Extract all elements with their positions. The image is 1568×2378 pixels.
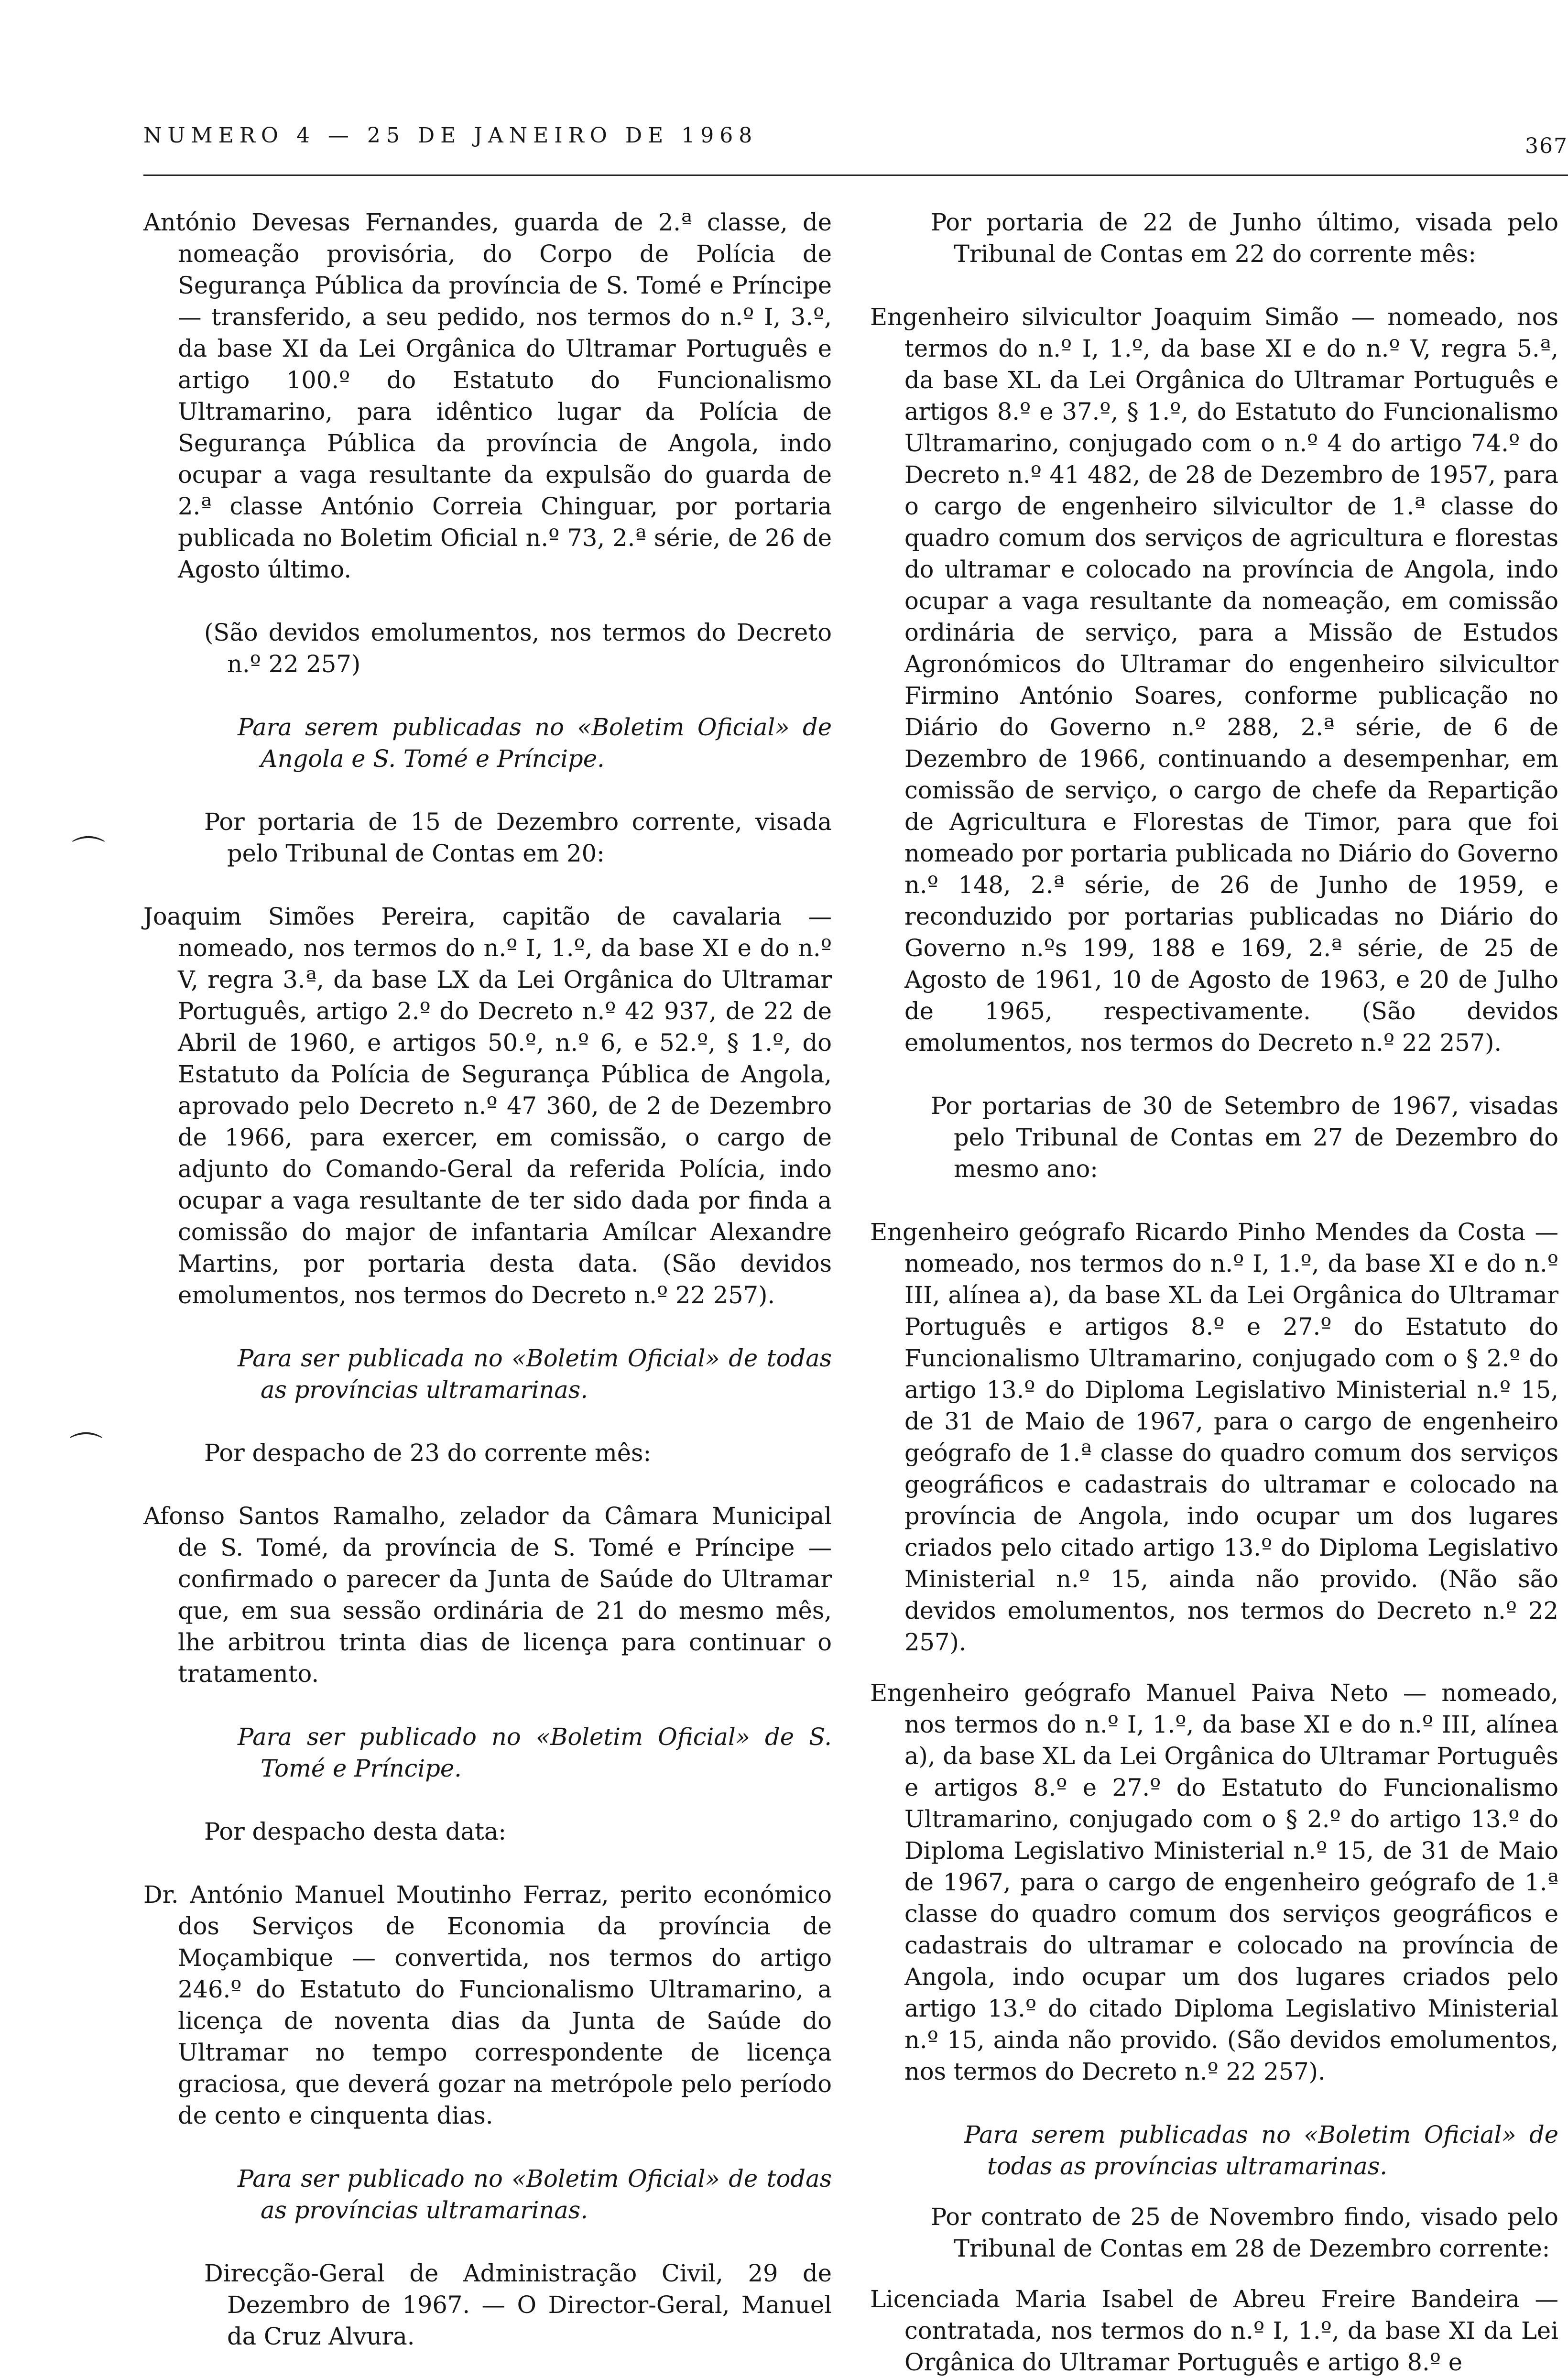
entry-devesas-fernandes: António Devesas Fernandes, guarda de 2.ª classe, de nomeação provisória, do Corpo de Polícia de Segurança Pública da província de S. Tomé e Príncipe — transferido, a seu pedido, nos termos do n.º I, 3.º, da base XI da Lei Orgânica do Ultramar Português e artigo 100.º do Estatuto do Funcionalismo Ultramarino, para idêntico lugar da Polícia de Segurança Pública da província de Angola, indo ocupar a vaga resultante da expulsão do guarda de 2.ª classe António Correia Chinguar, por portaria publicada no Boletim Oficial n.º 73, 2.ª série, de 26 de Agosto último. <box>143 208 832 583</box>
header-rule <box>143 175 1568 176</box>
left-column <box>143 207 832 2352</box>
entry-simoes-pereira: Joaquim Simões Pereira, capitão de cavalaria — nomeado, nos termos do n.º I, 1.º, da base XI e do n.º V, regra 3.ª, da base LX da Lei Orgânica do Ultramar Português, artigo 2.º do Decreto n.º 42 937, de 22 de Abril de 1960, e artigos 50.º, n.º 6, e 52.º, § 1.º, do Estatuto da Polícia de Segurança Pública de Angola, aprovado pelo Decreto n.º 47 360, de 2 de Dezembro de 1966, para exercer, em comissão, o cargo de adjunto do Comando-Geral da referida Polícia, indo ocupar a vaga resultante de ter sido dada por finda a comissão do major de infantaria Amílcar Alexandre Martins, por portaria desta data. (São devidos emolumentos, nos termos do Decreto n.º 22 257). <box>143 903 832 1309</box>
entry-pinho-mendes-costa: Engenheiro geógrafo Ricardo Pinho Mendes da Costa — nomeado, nos termos do n.º I, 1.º, da base XI e do n.º III, alínea a), da base XL da Lei Orgânica do Ultramar Português e artigos 8.º e 27.º do Estatuto do Funcionalismo Ultramarino, conjugado com o § 2.º do artigo 13.º do Diploma Legislativo Ministerial n.º 15, de 31 de Maio de 1967, para o cargo de engenheiro geógrafo de 1.ª classe do quadro comum dos serviços geográficos e cadastrais do ultramar e colocado na província de Angola, indo ocupar um dos lugares criados pelo citado artigo 13.º do Diploma Legislativo Ministerial n.º 15, ainda não provido. (Não são devidos emolumentos, nos termos do Decreto n.º 22 257). <box>870 1218 1558 1656</box>
contrato-intro: Por contrato de 25 de Novembro findo, visado pelo Tribunal de Contas em 28 de Dezembro corrente: <box>931 2203 1558 2262</box>
margin-mark: ⌒ <box>72 833 105 873</box>
entry-abreu-freire-bandeira: Licenciada Maria Isabel de Abreu Freire Bandeira — contratada, nos termos do n.º I, 1.º, da base XI da Lei Orgânica do Ultramar Português e artigo 8.º e <box>870 2285 1558 2376</box>
publication-note: Para ser publicada no «Boletim Oficial» de todas as províncias ultramarinas. <box>238 1344 832 1404</box>
publication-note: Para ser publicado no «Boletim Oficial» de S. Tomé e Príncipe. <box>238 1723 832 1782</box>
page-number: 367 <box>1525 134 1568 158</box>
entry-moutinho-ferraz: Dr. António Manuel Moutinho Ferraz, perito económico dos Serviços de Economia da província de Moçambique — convertida, nos termos do artigo 246.º do Estatuto do Funcionalismo Ultramarino, a licença de noventa dias da Junta de Saúde do Ultramar no tempo correspondente de licença graciosa, que deverá gozar na metrópole pelo período de cento e cinquenta dias. <box>143 1881 832 2129</box>
portarias-intro: Por portarias de 30 de Setembro de 1967, visadas pelo Tribunal de Contas em 27 de Dezembro do mesmo ano: <box>931 1092 1558 1183</box>
entry-joaquim-simao: Engenheiro silvicultor Joaquim Simão — nomeado, nos termos do n.º I, 1.º, da base XI e do n.º V, regra 5.ª, da base XL da Lei Orgânica do Ultramar Português e artigos 8.º e 37.º, § 1.º, do Estatuto do Funcionalismo Ultramarino, conjugado com o n.º 4 do artigo 74.º do Decreto n.º 41 482, de 28 de Dezembro de 1957, para o cargo de engenheiro silvicultor de 1.ª classe do quadro comum dos serviços de agricultura e florestas do ultramar e colocado na província de Angola, indo ocupar a vaga resultante da nomeação, em comissão ordinária de serviço, para a Missão de Estudos Agronómicos do Ultramar do engenheiro silvicultor Firmino António Soares, conforme publicação no Diário do Governo n.º 288, 2.ª série, de 6 de Dezembro de 1966, continuando a desempenhar, em comissão de serviço, o cargo de chefe da Repartição de Agricultura e Florestas de Timor, para que foi nomeado por portaria publicada no Diário do Governo n.º 148, 2.ª série, de 26 de Junho de 1959, e reconduzido por portarias publicadas no Diário do Governo n.ºs 199, 188 e 169, 2.ª série, de 25 de Agosto de 1961, 10 de Agosto de 1963, e 20 de Julho de 1965, respectivamente. (São devidos emolumentos, nos termos do Decreto n.º 22 257). <box>870 303 1558 1057</box>
emolument-note: (São devidos emolumentos, nos termos do Decreto n.º 22 257) <box>204 619 832 678</box>
portaria-intro: Por portaria de 22 de Junho último, visada pelo Tribunal de Contas em 22 do corrente mês: <box>931 208 1558 268</box>
entry-santos-ramalho: Afonso Santos Ramalho, zelador da Câmara Municipal de S. Tomé, da província de S. Tomé e Príncipe — confirmado o parecer da Junta de Saúde do Ultramar que, em sua sessão ordinária de 21 do mesmo mês, lhe arbitrou trinta dias de licença para continuar o tratamento. <box>143 1502 832 1688</box>
right-column <box>870 207 1558 2378</box>
issue-header: NUMERO 4 — 25 DE JANEIRO DE 1968 <box>143 123 758 148</box>
signature-line: Direcção-Geral de Administração Civil, 29 de Dezembro de 1967. — O Director-Geral, Manuel da Cruz Alvura. <box>204 2259 832 2350</box>
page-header <box>143 123 1568 166</box>
despacho-intro: Por despacho desta data: <box>204 1818 507 1845</box>
publication-note: Para ser publicado no «Boletim Oficial» de todas as províncias ultramarinas. <box>238 2165 832 2224</box>
publication-note: Para serem publicadas no «Boletim Oficial» de Angola e S. Tomé e Príncipe. <box>238 713 832 773</box>
entry-paiva-neto: Engenheiro geógrafo Manuel Paiva Neto — nomeado, nos termos do n.º I, 1.º, da base XI e do n.º III, alínea a), da base XL da Lei Orgânica do Ultramar Português e artigos 8.º e 27.º do Estatuto do Funcionalismo Ultramarino, conjugado com o § 2.º do artigo 13.º do Diploma Legislativo Ministerial n.º 15, de 31 de Maio de 1967, para o cargo de engenheiro geógrafo de 1.ª classe do quadro comum dos serviços geográficos e cadastrais do ultramar e colocado na província de Angola, indo ocupar um dos lugares criados pelo artigo 13.º do citado Diploma Legislativo Ministerial n.º 15, ainda não provido. (São devidos emolumentos, nos termos do Decreto n.º 22 257). <box>870 1679 1558 2085</box>
margin-mark: ⌒ <box>69 1429 103 1469</box>
despacho-intro: Por despacho de 23 do corrente mês: <box>204 1439 652 1467</box>
portaria-intro: Por portaria de 15 de Dezembro corrente, visada pelo Tribunal de Contas em 20: <box>204 808 832 867</box>
publication-note: Para serem publicadas no «Boletim Oficial» de todas as províncias ultramarinas. <box>964 2121 1558 2180</box>
